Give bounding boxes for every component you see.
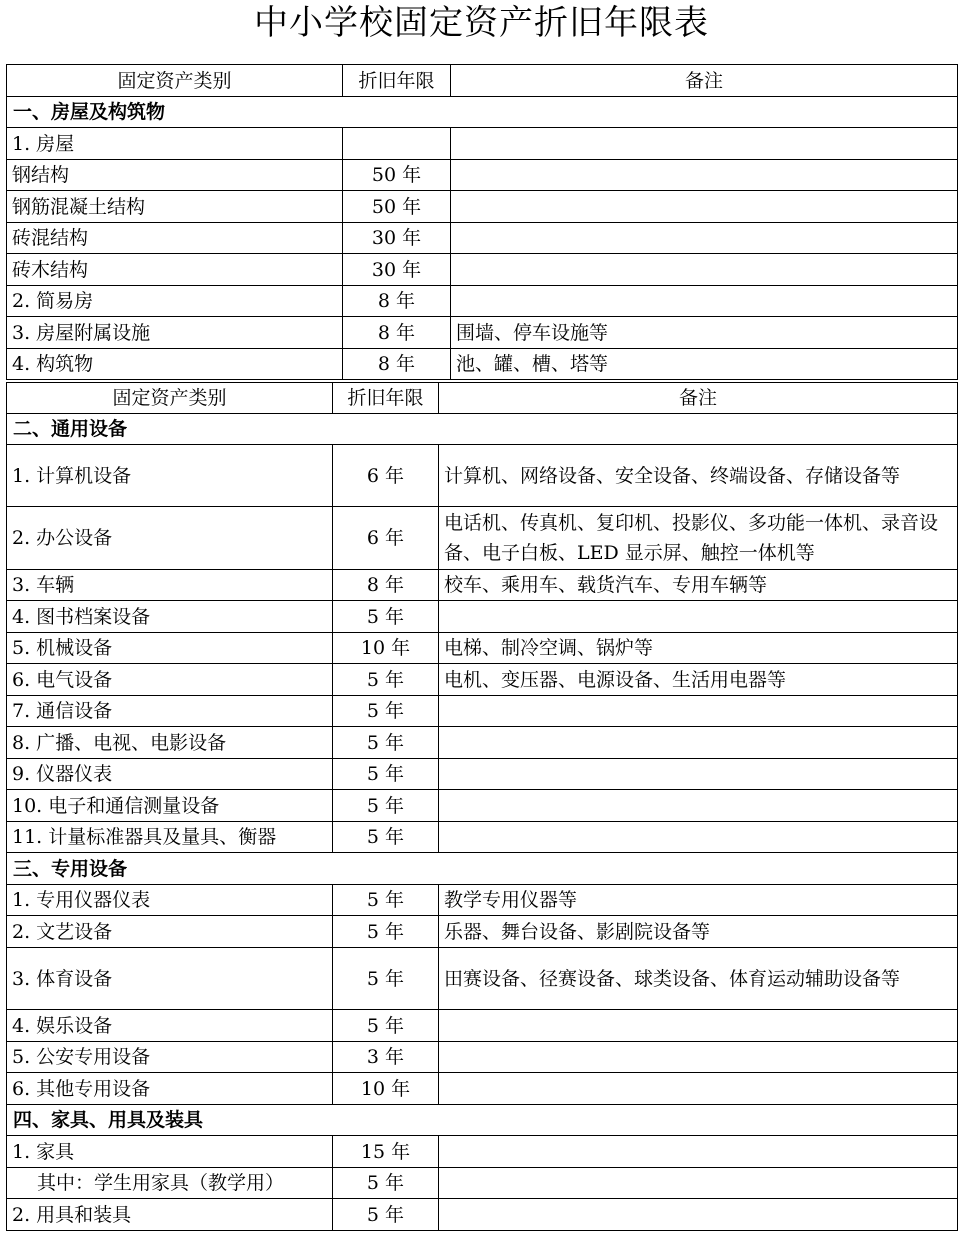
table-row bbox=[7, 1073, 958, 1105]
row-note bbox=[439, 1073, 958, 1105]
header-years: 折旧年限 bbox=[343, 65, 451, 97]
page-title: 中小学校固定资产折旧年限表 bbox=[254, 3, 709, 43]
row-years: 8 年 bbox=[343, 349, 451, 380]
row-note bbox=[451, 286, 958, 317]
row-note: 电梯、制冷空调、锅炉等 bbox=[439, 633, 958, 664]
depreciation-table-part1 bbox=[6, 64, 958, 380]
row-note bbox=[439, 601, 958, 633]
row-years: 8 年 bbox=[343, 286, 451, 317]
header-years: 折旧年限 bbox=[333, 383, 439, 414]
table-row bbox=[7, 822, 958, 853]
table-row bbox=[7, 759, 958, 790]
table-row bbox=[7, 1199, 958, 1231]
section-heading: 一、房屋及构筑物 bbox=[7, 97, 958, 128]
section-heading: 四、家具、用具及装具 bbox=[7, 1105, 958, 1136]
row-years: 5 年 bbox=[333, 916, 439, 948]
row-years: 5 年 bbox=[333, 759, 439, 790]
table-row bbox=[7, 1042, 958, 1073]
header-category: 固定资产类别 bbox=[7, 65, 343, 97]
row-note bbox=[439, 1042, 958, 1073]
header-note: 备注 bbox=[451, 65, 958, 97]
row-category: 4. 图书档案设备 bbox=[7, 601, 333, 633]
row-note bbox=[439, 759, 958, 790]
table-row bbox=[7, 885, 958, 916]
row-years: 10 年 bbox=[333, 633, 439, 664]
row-category: 2. 简易房 bbox=[7, 286, 343, 317]
row-category: 8. 广播、电视、电影设备 bbox=[7, 727, 333, 759]
row-note: 乐器、舞台设备、影剧院设备等 bbox=[439, 916, 958, 948]
row-years: 5 年 bbox=[333, 885, 439, 916]
section-heading: 三、专用设备 bbox=[7, 853, 958, 885]
row-years: 8 年 bbox=[343, 317, 451, 349]
row-note bbox=[439, 1199, 958, 1231]
section-heading-row bbox=[7, 97, 958, 128]
row-category: 1. 家具 bbox=[7, 1136, 333, 1168]
row-years: 5 年 bbox=[333, 822, 439, 853]
table-header-row bbox=[7, 65, 958, 97]
row-category: 6. 其他专用设备 bbox=[7, 1073, 333, 1105]
row-note bbox=[451, 191, 958, 223]
row-category: 砖混结构 bbox=[7, 223, 343, 254]
table-row bbox=[7, 790, 958, 822]
depreciation-table-part2 bbox=[6, 382, 958, 1231]
row-years: 3 年 bbox=[333, 1042, 439, 1073]
row-years: 15 年 bbox=[333, 1136, 439, 1168]
row-note: 教学专用仪器等 bbox=[439, 885, 958, 916]
table-row bbox=[7, 507, 958, 570]
table-row bbox=[7, 349, 958, 380]
row-years: 5 年 bbox=[333, 727, 439, 759]
table-row bbox=[7, 633, 958, 664]
row-category: 3. 车辆 bbox=[7, 570, 333, 601]
row-years: 30 年 bbox=[343, 254, 451, 286]
section-heading-row bbox=[7, 853, 958, 885]
row-category: 7. 通信设备 bbox=[7, 696, 333, 727]
row-years: 5 年 bbox=[333, 1168, 439, 1199]
row-years: 6 年 bbox=[333, 445, 439, 507]
row-category: 1. 房屋 bbox=[7, 128, 343, 160]
row-note bbox=[439, 1168, 958, 1199]
table-row bbox=[7, 1010, 958, 1042]
table-header-row bbox=[7, 383, 958, 414]
row-category: 2. 用具和装具 bbox=[7, 1199, 333, 1231]
table-row bbox=[7, 664, 958, 696]
row-years: 5 年 bbox=[333, 948, 439, 1010]
row-note: 围墙、停车设施等 bbox=[451, 317, 958, 349]
table-row bbox=[7, 317, 958, 349]
table-row bbox=[7, 1136, 958, 1168]
row-years: 50 年 bbox=[343, 191, 451, 223]
row-category: 其中：学生用家具（教学用） bbox=[7, 1168, 333, 1199]
row-years: 5 年 bbox=[333, 1010, 439, 1042]
row-note bbox=[439, 790, 958, 822]
table-row bbox=[7, 286, 958, 317]
section-heading: 二、通用设备 bbox=[7, 414, 958, 445]
row-category: 1. 计算机设备 bbox=[7, 445, 333, 507]
table-row bbox=[7, 160, 958, 191]
row-note bbox=[439, 1010, 958, 1042]
row-years: 5 年 bbox=[333, 696, 439, 727]
header-note: 备注 bbox=[439, 383, 958, 414]
row-category: 2. 办公设备 bbox=[7, 507, 333, 570]
row-note: 电机、变压器、电源设备、生活用电器等 bbox=[439, 664, 958, 696]
row-years: 5 年 bbox=[333, 790, 439, 822]
row-note: 田赛设备、径赛设备、球类设备、体育运动辅助设备等 bbox=[439, 948, 958, 1010]
table-row bbox=[7, 601, 958, 633]
row-years: 30 年 bbox=[343, 223, 451, 254]
table-row bbox=[7, 191, 958, 223]
row-category: 1. 专用仪器仪表 bbox=[7, 885, 333, 916]
row-note bbox=[451, 160, 958, 191]
row-note bbox=[439, 696, 958, 727]
row-note: 池、罐、槽、塔等 bbox=[451, 349, 958, 380]
header-category: 固定资产类别 bbox=[7, 383, 333, 414]
row-category: 3. 体育设备 bbox=[7, 948, 333, 1010]
row-years: 6 年 bbox=[333, 507, 439, 570]
row-note bbox=[451, 128, 958, 160]
row-category: 5. 公安专用设备 bbox=[7, 1042, 333, 1073]
row-note: 电话机、传真机、复印机、投影仪、多功能一体机、录音设备、电子白板、LED 显示屏、触控一体机等 bbox=[439, 507, 958, 570]
table-row bbox=[7, 727, 958, 759]
row-category: 2. 文艺设备 bbox=[7, 916, 333, 948]
table-row bbox=[7, 254, 958, 286]
table-row bbox=[7, 570, 958, 601]
row-category: 11. 计量标准器具及量具、衡器 bbox=[7, 822, 333, 853]
table-row bbox=[7, 948, 958, 1010]
row-category: 4. 构筑物 bbox=[7, 349, 343, 380]
row-note bbox=[439, 1136, 958, 1168]
table-row bbox=[7, 1168, 958, 1199]
row-category: 砖木结构 bbox=[7, 254, 343, 286]
table-row bbox=[7, 445, 958, 507]
row-note: 校车、乘用车、载货汽车、专用车辆等 bbox=[439, 570, 958, 601]
row-category: 钢结构 bbox=[7, 160, 343, 191]
table-row bbox=[7, 916, 958, 948]
table-row bbox=[7, 223, 958, 254]
row-years: 8 年 bbox=[333, 570, 439, 601]
row-category: 6. 电气设备 bbox=[7, 664, 333, 696]
row-note bbox=[439, 727, 958, 759]
row-years: 5 年 bbox=[333, 601, 439, 633]
table-row bbox=[7, 128, 958, 160]
row-category: 4. 娱乐设备 bbox=[7, 1010, 333, 1042]
row-category: 5. 机械设备 bbox=[7, 633, 333, 664]
table-row bbox=[7, 696, 958, 727]
row-years: 5 年 bbox=[333, 664, 439, 696]
row-category: 10. 电子和通信测量设备 bbox=[7, 790, 333, 822]
row-note: 计算机、网络设备、安全设备、终端设备、存储设备等 bbox=[439, 445, 958, 507]
row-note bbox=[439, 822, 958, 853]
row-category: 3. 房屋附属设施 bbox=[7, 317, 343, 349]
row-category: 9. 仪器仪表 bbox=[7, 759, 333, 790]
row-years: 10 年 bbox=[333, 1073, 439, 1105]
row-category: 钢筋混凝土结构 bbox=[7, 191, 343, 223]
section-heading-row bbox=[7, 1105, 958, 1136]
row-note bbox=[451, 254, 958, 286]
row-years bbox=[343, 128, 451, 160]
row-years: 5 年 bbox=[333, 1199, 439, 1231]
section-heading-row bbox=[7, 414, 958, 445]
row-years: 50 年 bbox=[343, 160, 451, 191]
row-note bbox=[451, 223, 958, 254]
